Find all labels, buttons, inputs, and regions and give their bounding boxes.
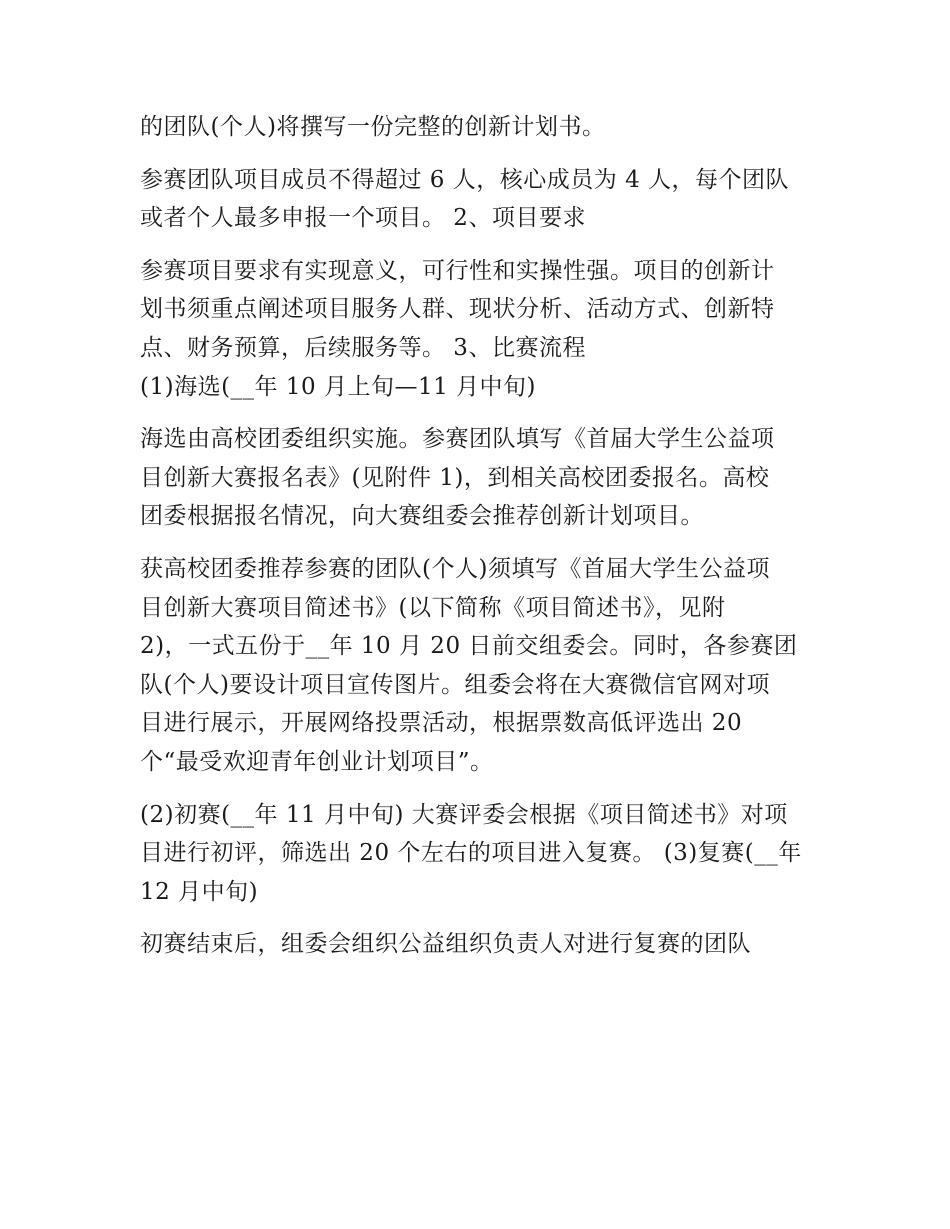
- text-line: 个“最受欢迎青年创业计划项目”。: [140, 748, 494, 775]
- text-line: 参赛项目要求有实现意义，可行性和实操性强。项目的创新计: [140, 257, 775, 284]
- text-line: (1)海选(__年 10 月上旬—11 月中旬): [140, 373, 536, 400]
- text-line: 参赛团队项目成员不得超过 6 人，核心成员为 4 人，每个团队: [140, 166, 790, 193]
- text-line: 2)，一式五份于__年 10 月 20 日前交组委会。同时，各参赛团: [140, 633, 798, 660]
- document-body: [140, 108, 820, 964]
- text-line: 目进行初评，筛选出 20 个左右的项目进入复赛。 (3)复赛(__年: [140, 840, 802, 867]
- text-line: 目创新大赛项目简述书》(以下简称《项目简述书》，见附: [140, 594, 726, 621]
- text-line: 获高校团委推荐参赛的团队(个人)须填写《首届大学生公益项: [140, 555, 770, 582]
- text-line: 初赛结束后，组委会组织公益组织负责人对进行复赛的团队: [140, 931, 751, 958]
- text-line: 或者个人最多申报一个项目。 2、项目要求: [140, 205, 586, 232]
- text-line: 海选由高校团委组织实施。参赛团队填写《首届大学生公益项: [140, 426, 775, 453]
- text-line: 目创新大赛报名表》(见附件 1)，到相关高校团委报名。高校: [140, 464, 770, 491]
- text-line: (2)初赛(__年 11 月中旬) 大赛评委会根据《项目简述书》对项: [140, 801, 788, 828]
- text-line: 的团队(个人)将撰写一份完整的创新计划书。: [140, 114, 606, 140]
- text-line: 队(个人)要设计项目宣传图片。组委会将在大赛微信官网对项: [140, 671, 770, 698]
- text-line: 划书须重点阐述项目服务人群、现状分析、活动方式、创新特: [140, 296, 775, 323]
- text-line: 目进行展示，开展网络投票活动，根据票数高低评选出 20: [140, 710, 743, 737]
- text-line: 12 月中旬): [140, 878, 259, 905]
- text-line: 团委根据报名情况，向大赛组委会推荐创新计划项目。: [140, 503, 704, 530]
- text-line: 点、财务预算，后续服务等。 3、比赛流程: [140, 334, 586, 361]
